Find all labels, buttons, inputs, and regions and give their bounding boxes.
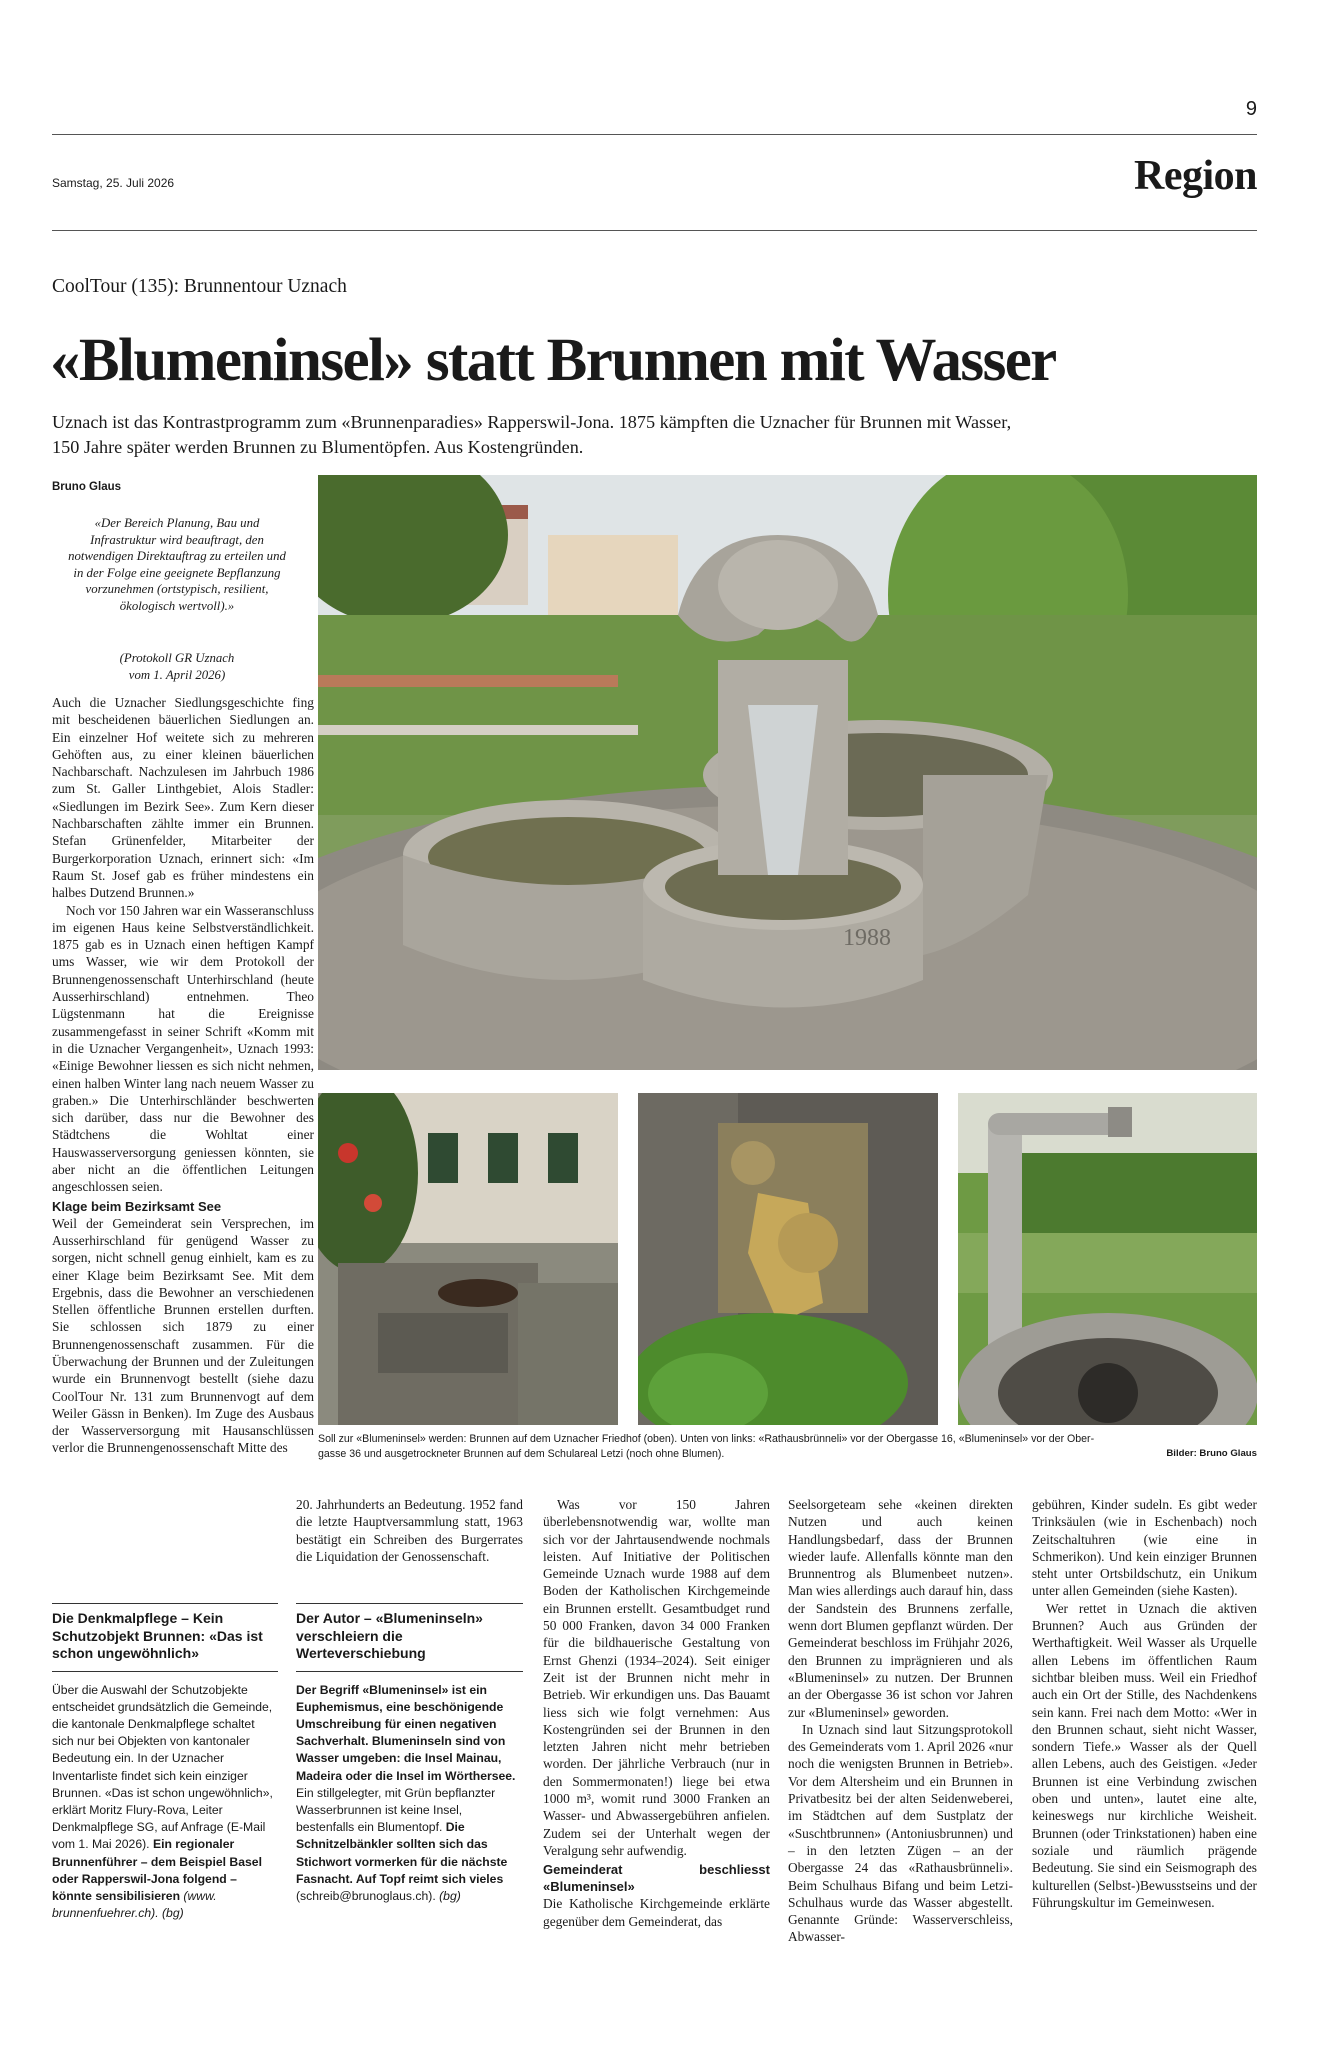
headline: «Blumeninsel» statt Brunnen mit Wasser: [50, 327, 1056, 394]
infobox-body: [296, 1672, 523, 1906]
main-photo-fountain: [318, 475, 1257, 1070]
paragraph: Seelsorgeteam sehe «keinen direkten Nutzen und auch keinen Handlungsbedarf, dass der Brunnen wieder laufe. Allenfalls könnte man den Brunnentrog als Blumenbeet nutzen». Man wies allerdings auch darauf hin, dass der Sandstein des Brunnens zerfalle, wenn dort Blumen gepflanzt würden. Der Gemeinderat beschloss im Frühjahr 2026, den Brunnen zu imprägnieren und als «Blumeninsel» zu nutzen. Der Brunnen an der Obergasse 36 ist schon vor Jahren zur «Blumeninsel» geworden.: [788, 1497, 1013, 1720]
infobox-title: Die Denkmalpflege – Kein Schutzobjekt Brunnen: «Das ist schon ungewöhnlich»: [52, 1604, 278, 1672]
infobox-body: [52, 1672, 278, 1923]
quote-source: [66, 650, 288, 683]
infobox-autor: [296, 1603, 523, 1905]
photo-blumeninsel-obergasse: [638, 1093, 938, 1425]
page-number: 9: [1245, 98, 1257, 120]
caption-line-1: Soll zur «Blumeninsel» werden: Brunnen auf dem Uznacher Friedhof (oben). Unten von links: «Rathausbrünneli» vor der Obergasse 16, «Blumeninsel» vor der Ober-: [318, 1433, 1095, 1445]
quote-source-line-2: vom 1. April 2026): [128, 667, 226, 682]
fountain-illustration: [318, 475, 1257, 1070]
paragraph: gebühren, Kinder sudeln. Es gibt weder Trinksäulen (wie in Eschenbach) noch Zeitschaltuhren (wie eine in Schmerikon). Und kein einziger Brunnen steht unter Ortsbildschutz, ein Unikum unter allen Gemeinden (siehe Kasten).: [1032, 1497, 1257, 1599]
author: Bruno Glaus: [52, 481, 122, 493]
paragraph: Auch die Uznacher Siedlungsgeschichte fing mit bescheidenen bäuerlichen Siedlungen an. Ein einzelner Hof weitete sich zu mehreren Gehöften aus, zu einer kleinen bäuerlichen Nachbarschaft. Nachzulesen im Jahrbuch 1986 zum St. Galler Linthgebiet, Alois Stadler: «Siedlungen im Bezirk See». Zum Kern dieser Nachbarschaften zählte immer ein Brunnen. Stefan Grünenfelder, Mitarbeiter der Burgerkorporation Uznach, erinnert sich: «Im Raum St. Josef gab es früher mindestens ein halbes Dutzend Brunnen.»: [52, 695, 314, 901]
lead-line-1: Uznach ist das Kontrastprogramm zum «Brunnenparadies» Rapperswil-Jona. 1875 kämpften die Uznacher für Brunnen mit Wasser,: [52, 412, 1012, 432]
infobox-bold-text-2: Die Schnitzelbänkler sollten sich das Stichwort vormerken für die nächste Fasnacht. Auf Topf reimt sich vieles: [296, 1820, 508, 1886]
paragraph: 20. Jahrhunderts an Bedeutung. 1952 fand die letzte Hauptversammlung statt, 1963 bestätigt ein Schreiben des Burgerrates die Liquidation der Genossenschaft.: [296, 1497, 523, 1564]
body-column-5: [1032, 1496, 1257, 1911]
infobox-title: Der Autor – «Blumeninseln» verschleiern die Werteverschiebung: [296, 1604, 523, 1672]
photo-credit: Bilder: Bruno Glaus: [1166, 1448, 1257, 1459]
paragraph: Wer rettet in Uznach die aktiven Brunnen? Auch aus Gründen der Werthaftigkeit. Weil Wasser als Urquelle allen Lebens im öffentlichen Raum sichtbar bleiben muss. Weil ein Friedhof auch ein Ort der Stille, des Nachdenkens sein kann. Frei nach dem Motto: «Wer in den Brunnen schaut, sieht nicht Wasser, sondern Tiefe.» Wasser als der Quell allen Lebens, auch des Geistigen. «Jeder Brunnen ist eine Verbindung zwischen oben und unten», lautet eine alte, keineswegs nur kirchliche Weisheit. Brunnen (oder Trinkstationen) haben eine soziale und räumlich prägende Bedeutung. Sie sind ein Seismograph des kulturellen (Selbst-)Bewusstseins und der Führungskultur im Gemeinwesen.: [1032, 1600, 1257, 1910]
caption-line-2: gasse 36 und ausgetrockneter Brunnen auf dem Schulareal Letzi (noch ohne Blumen).: [318, 1448, 725, 1460]
quote-source-line-1: (Protokoll GR Uznach: [119, 651, 235, 665]
paragraph: Weil der Gemeinderat sein Versprechen, im Ausserhirschland für genügend Wasser zu sorgen, nicht schnell genug einhielt, kam es zu einer Klage beim Bezirksamt See. Mit dem Ergebnis, dass die Bewohner an verschiedenen Stellen öffentliche Brunnen erstellen durften. Sie schlossen sich 1879 zu einer Brunnengenossenschaft zusammen. Für die Überwachung der Brunnen und der Zuleitungen wurde ein Brunnenvogt bestellt (siehe dazu CoolTour Nr. 131 zum Brunnenvogt auf dem Weiler Gässn in Benken). Im Zuge des Ausbaus der Wasserversorgung mit Hausanschlüssen verlor die Brunnengenossenschaft Mitte des: [52, 1215, 314, 1456]
infobox-text: Über die Auswahl der Schutzobjekte entscheidet grundsätzlich die Gemeinde, die kantonale Denkmalpflege schaltet sich nur bei Objekten von kantonaler Bedeutung ein. In der Uznacher Inventarliste findet sich kein einziger Brunnen. «Das ist schon ungewöhnlich», erklärt Moritz Flury-Rova, Leiter Denkmalpflege SG, auf Anfrage (E-Mail vom 1. Mai 2026).: [52, 1682, 273, 1852]
body-column-4: [788, 1496, 1013, 1946]
photo-letzi-fountain: [958, 1093, 1257, 1425]
paragraph: Noch vor 150 Jahren war ein Wasseranschluss im eigenen Haus keine Selbstverständlichkeit. 1875 gab es in Uznach einen heftigen Kampf ums Wasser, wie wir dem Protokoll der Brunnengenossenschaft Unterhirschland (heute Ausserhirschland) entnehmen. Theo Lügstenmann hat die Ereignisse zusammengefasst in seiner Schrift «Komm mit in die Uznacher Vergangenheit», Uznach 1993: «Einige Bewohner liessen es sich nicht nehmen, einen halben Winter lang nach neuem Wasser zu graben.» Die Unterhirschländer beschwerten sich darüber, dass nur die Bewohner des Städtchens die Wohltat einer Hauswasserversorgung geniessen könnten, sie aber nicht an die öffentlichen Leitungen angeschlossen seien.: [52, 902, 314, 1195]
body-column-3: [543, 1496, 770, 1930]
fountain-year-engraving: 1988: [843, 925, 891, 951]
infobox-link[interactable]: (www. brunnenfuehrer.ch).: [52, 1888, 217, 1921]
infobox-sign: (bg): [161, 1906, 184, 1921]
subheading: Gemeinderat beschliesst «Blumeninsel»: [543, 1862, 770, 1895]
subheading: Klage beim Bezirksamt See: [52, 1198, 222, 1214]
lead-line-2: 150 Jahre später werden Brunnen zu Blumentöpfen. Aus Kostengründen.: [52, 437, 584, 457]
header-bottom-rule: [52, 230, 1257, 231]
infobox-denkmalpflege: [52, 1603, 278, 1922]
photo-caption: [318, 1432, 1257, 1462]
issue-date: Samstag, 25. Juli 2026: [52, 176, 175, 190]
infobox-text: Ein stillgelegter, mit Grün bepflanzter Wasserbrunnen ist keine Insel, bestenfalls ein Blumentopf.: [296, 1785, 496, 1835]
infobox-contact[interactable]: (schreib@brunoglaus.ch).: [296, 1888, 436, 1903]
kicker: CoolTour (135): Brunnentour Uznach: [52, 276, 347, 297]
body-column-1: [52, 694, 314, 1579]
infobox-bold-text: Der Begriff «Blumeninsel» ist ein Euphemismus, eine beschönigende Umschreibung für einen negativen Sachverhalt. Blumeninseln sind von Wasser umgeben: die Insel Mainau, Madeira oder die Insel im Wörthersee.: [296, 1682, 516, 1783]
paragraph: Die Katholische Kirchgemeinde erklärte gegenüber dem Gemeinderat, das: [543, 1896, 770, 1929]
paragraph: In Uznach sind laut Sitzungsprotokoll des Gemeinderats vom 1. April 2026 «nur noch die wenigsten Brunnen in Betrieb». Vor dem Altersheim und ein Brunnen in Privatbesitz bei der alten Seidenweberei, im Städtchen auf dem Sustplatz der «Suschtbrunnen» (Antoniusbrunnen) und – in den letzten Zügen – an der Obergasse 24 das «Rathausbrünneli». Beim Schulhaus Bifang und beim Letzi-Schulhaus wurde das Wasser abgestellt. Genannte Gründe: Wasserverschleiss, Abwasser-: [788, 1721, 1013, 1945]
paragraph: Was vor 150 Jahren überlebensnotwendig war, wollte man sich vor der Jahrtausendwende nochmals leisten. Auf Initiative der Politischen Gemeinde Uznach wurde 1988 auf dem Boden der Katholischen Kirchgemeinde ein Brunnen erstellt. Gesamtbudget rund 50 000 Franken, davon 34 000 Franken für die bildhauerische Gestaltung von Ernst Ghenzi (1934–2024). Seit einiger Zeit ist der Brunnen nicht mehr in Betrieb. Wir erkundigen uns. Das Bauamt liess sich wie folgt vernehmen: Aus Kostengründen sei der Brunnen in den letzten Jahren nicht mehr betrieben worden. Der jährliche Verbrauch (nur in den Sommermonaten!) liege bei etwa 1000 m³, womit rund 3000 Franken an Wasser- und Abwassergebühren anfielen. Zudem sei der Unterhalt wegen der Veralgung sehr aufwendig.: [543, 1497, 770, 1858]
section-title: Region: [1134, 153, 1257, 199]
lead: [52, 410, 1011, 460]
infobox-bold-text: Ein regionaler Brunnenführer – dem Beispiel Basel oder Rapperswil-Jona folgend – könnte sensibilisieren: [52, 1837, 262, 1903]
infobox-sign: (bg): [439, 1888, 461, 1903]
body-column-2: [296, 1496, 523, 1565]
photo-rathausbruenneli: [318, 1093, 618, 1425]
header-top-rule: [52, 134, 1257, 135]
intro-quote: «Der Bereich Planung, Bau und Infrastruktur wird beauftragt, den notwendigen Direktauftrag zu erteilen und in der Folge eine geeignete Bepflanzung vorzunehmen (ortstypisch, resilient, ökologisch wertvoll).»: [68, 516, 286, 613]
